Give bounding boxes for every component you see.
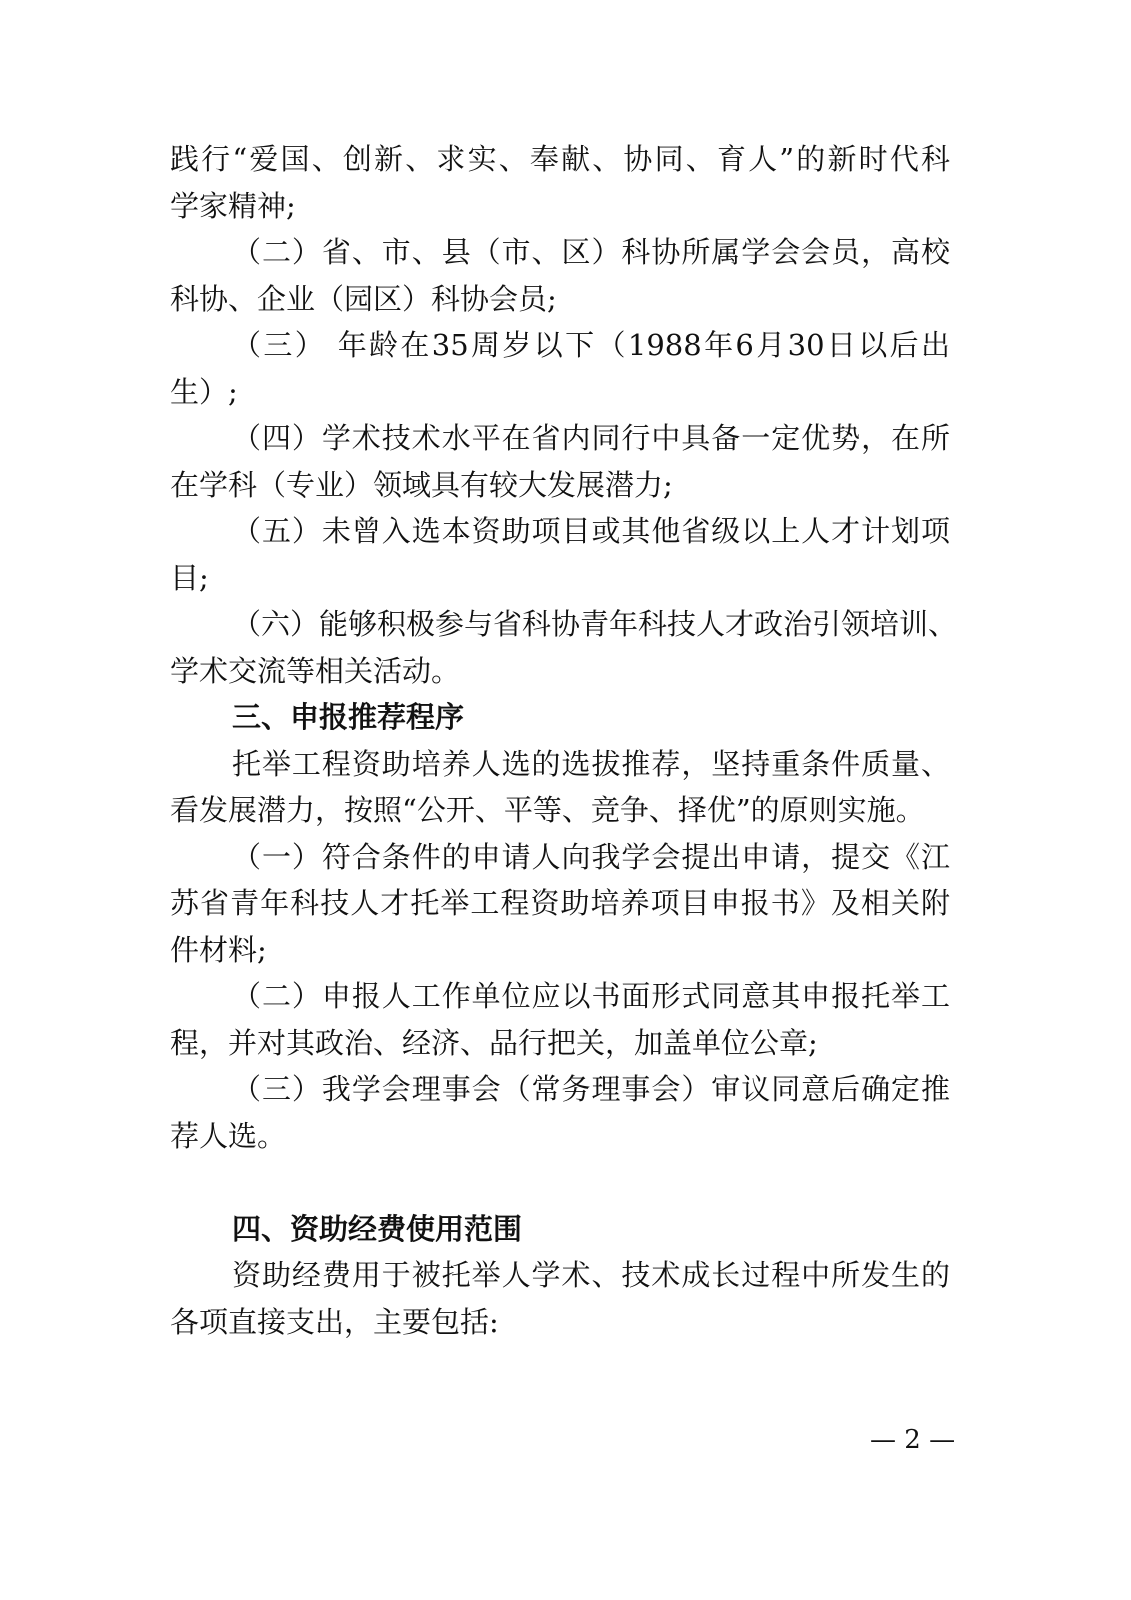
- paragraph-line: 资助经费用于被托举人学术、技术成长过程中所发生的: [232, 1258, 950, 1292]
- paragraph-line: 托举工程资助培养人选的选拔推荐，坚持重条件质量、: [232, 746, 950, 781]
- paragraph-line: 荐人选。: [170, 1118, 287, 1153]
- paragraph-line: 看发展潜力，按照“公开、平等、竞争、择优”的原则实施。: [170, 793, 925, 827]
- paragraph-line: 程，并对其政治、经济、品行把关，加盖单位公章;: [170, 1025, 818, 1060]
- paragraph-line: （一）符合条件的申请人向我学会提出申请，提交《江: [232, 839, 950, 874]
- section-heading: 三、申报推荐程序: [232, 700, 465, 734]
- section-spacer: [170, 1159, 950, 1206]
- paragraph-line: （六）能够积极参与省科协青年科技人才政治引领培训、: [232, 607, 958, 641]
- paragraph-line: 在学科（专业）领域具有较大发展潜力;: [170, 467, 673, 502]
- page-number: — 2 —: [870, 1425, 956, 1455]
- paragraph-line: 目;: [170, 560, 209, 595]
- document-body: [170, 136, 958, 1345]
- paragraph-line: 生）;: [170, 374, 238, 409]
- section-heading: 四、资助经费使用范围: [232, 1211, 523, 1246]
- paragraph-line: 学术交流等相关活动。: [170, 653, 461, 688]
- paragraph-line: 科协、企业（园区）科协会员;: [170, 281, 557, 316]
- paragraph-line: 苏省青年科技人才托举工程资助培养项目申报书》及相关附: [170, 886, 950, 920]
- paragraph-line: （四）学术技术水平在省内同行中具备一定优势，在所: [232, 421, 950, 455]
- paragraph-line: 各项直接支出，主要包括:: [170, 1304, 499, 1339]
- paragraph-line: （三）我学会理事会（常务理事会）审议同意后确定推: [232, 1072, 950, 1106]
- paragraph-line: （五）未曾入选本资助项目或其他省级以上人才计划项: [232, 514, 950, 548]
- paragraph-line: （三） 年龄在35周岁以下（1988年6月30日以后出: [232, 328, 950, 362]
- paragraph-line: （二）申报人工作单位应以书面形式同意其申报托举工: [232, 979, 950, 1013]
- paragraph-line: 件材料;: [170, 932, 267, 967]
- paragraph-line: 学家精神;: [170, 188, 296, 223]
- paragraph-line: （二）省、市、县（市、区）科协所属学会会员，高校: [232, 235, 950, 269]
- paragraph-line: 践行“爱国、创新、求实、奉献、协同、育人”的新时代科: [170, 142, 950, 176]
